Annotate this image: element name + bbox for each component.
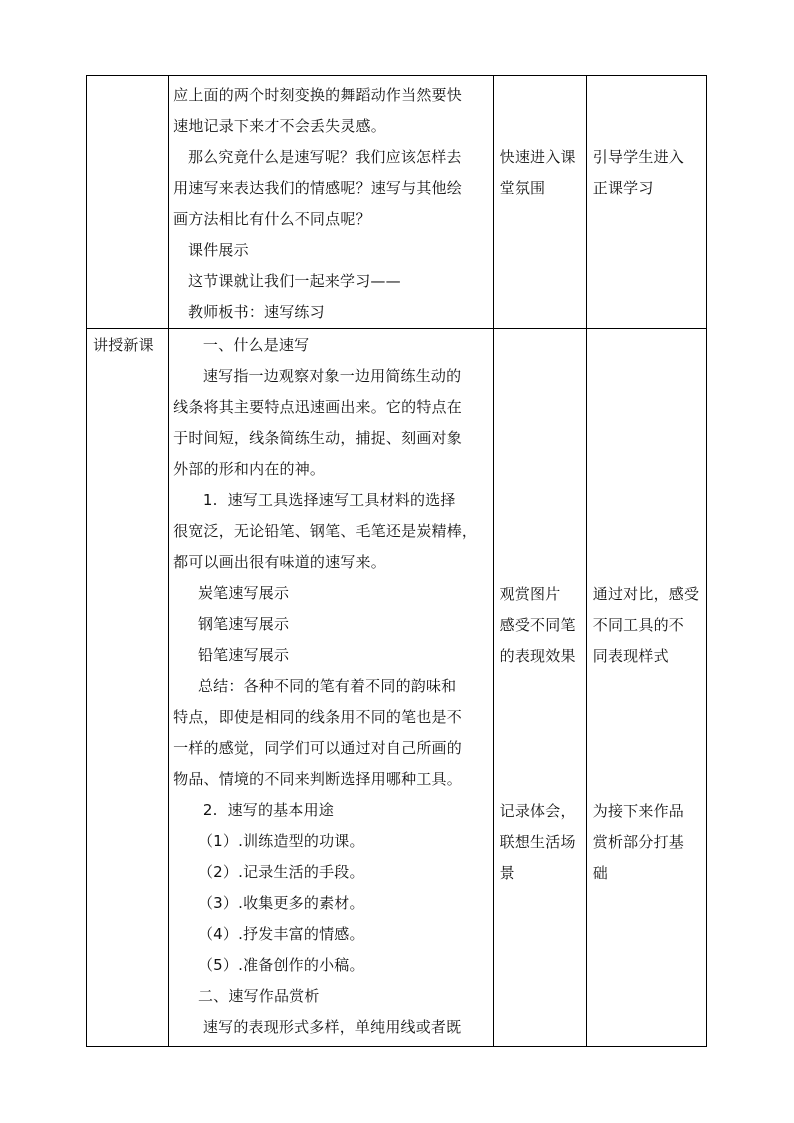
design-intent-2: [593, 796, 706, 889]
text-line: 铅笔速写展示: [173, 646, 290, 664]
text-line: 钢笔速写展示: [173, 615, 290, 633]
text-line: 1. 速写工具选择速写工具材料的选择: [173, 491, 456, 509]
text-line: 为接下来作品: [592, 802, 684, 820]
text-line: 教师板书：速写练习: [173, 303, 325, 321]
text-line: 一、什么是速写: [173, 336, 310, 354]
text-line: 那么究竟什么是速写呢？我们应该怎样去: [173, 148, 462, 166]
row1-content-cell: [169, 76, 494, 329]
text-line: 赏析部分打基: [592, 833, 684, 851]
text-line: 线条将其主要特点迅速画出来。它的特点在: [173, 398, 462, 416]
table-row: [87, 329, 707, 1047]
row2-student-cell: [493, 329, 586, 1047]
text-line: （2）.记录生活的手段。: [173, 863, 365, 881]
text-line: （1）.训练造型的功课。: [173, 832, 365, 850]
row2-content-text: [169, 329, 493, 1043]
text-line: 都可以画出很有味道的速写来。: [173, 553, 386, 571]
text-line: 用速写来表达我们的情感呢？速写与其他绘: [173, 179, 462, 197]
text-line: 于时间短，线条简练生动，捕捉、刻画对象: [173, 429, 462, 447]
text-line: 特点，即使是相同的线条用不同的笔也是不: [173, 708, 462, 726]
row2-student-text: [494, 329, 586, 889]
text-line: 同表现样式: [592, 647, 669, 665]
text-line: 物品、情境的不同来判断选择用哪种工具。: [173, 770, 462, 788]
design-intent-1: [593, 579, 706, 672]
row2-stage-cell: [87, 329, 169, 1047]
text-line: 2. 速写的基本用途: [173, 801, 334, 819]
text-line: （3）.收集更多的素材。: [173, 894, 365, 912]
student-activity-1: [500, 579, 586, 672]
text-line: 不同工具的不: [592, 616, 684, 634]
text-line: 联想生活场: [499, 833, 576, 851]
text-line: 二、速写作品赏析: [173, 987, 320, 1005]
row1-student-cell: [493, 76, 586, 329]
row1-stage-cell: [87, 76, 169, 329]
row1-intent-text: [587, 76, 706, 204]
lesson-plan-table: [86, 75, 707, 1047]
text-line: 速写指一边观察对象一边用简练生动的: [173, 367, 462, 385]
text-line: 记录体会，: [499, 802, 576, 820]
text-line: 快速进入课: [499, 148, 576, 166]
text-line: 很宽泛，无论铅笔、钢笔、毛笔还是炭精棒，: [173, 522, 478, 540]
row1-intent-cell: [586, 76, 706, 329]
row1-student-text: [494, 76, 586, 204]
text-line: 观赏图片: [499, 585, 561, 603]
text-line: 画方法相比有什么不同点呢？: [173, 210, 371, 228]
text-line: 炭笔速写展示: [173, 584, 290, 602]
text-line: 堂氛围: [499, 179, 546, 197]
row2-content-cell: [169, 329, 494, 1047]
text-line: 一样的感觉，同学们可以通过对自己所画的: [173, 739, 462, 757]
text-line: 这节课就让我们一起来学习——: [173, 272, 401, 290]
text-line: 感受不同笔: [499, 616, 576, 634]
text-line: 速写的表现形式多样，单纯用线或者既: [173, 1018, 462, 1036]
text-line: （4）.抒发丰富的情感。: [173, 925, 365, 943]
text-line: 总结：各种不同的笔有着不同的韵味和: [173, 677, 457, 695]
text-line: 的表现效果: [499, 647, 576, 665]
stage-label: 讲授新课: [93, 336, 154, 354]
row1-content-text: [169, 76, 493, 328]
text-line: 础: [592, 864, 608, 882]
text-line: 引导学生进入: [592, 148, 684, 166]
text-line: （5）.准备创作的小稿。: [173, 956, 365, 974]
student-activity-2: [500, 796, 586, 889]
row2-intent-text: [587, 329, 706, 889]
text-line: 课件展示: [173, 241, 249, 259]
text-line: 通过对比，感受: [592, 585, 700, 603]
text-line: 正课学习: [592, 179, 654, 197]
text-line: 景: [499, 864, 515, 882]
text-line: 速地记录下来才不会丢失灵感。: [173, 117, 386, 135]
text-line: 外部的形和内在的神。: [173, 460, 326, 478]
table-row: [87, 76, 707, 329]
text-line: 应上面的两个时刻变换的舞蹈动作当然要快: [173, 86, 462, 104]
row2-intent-cell: [586, 329, 706, 1047]
